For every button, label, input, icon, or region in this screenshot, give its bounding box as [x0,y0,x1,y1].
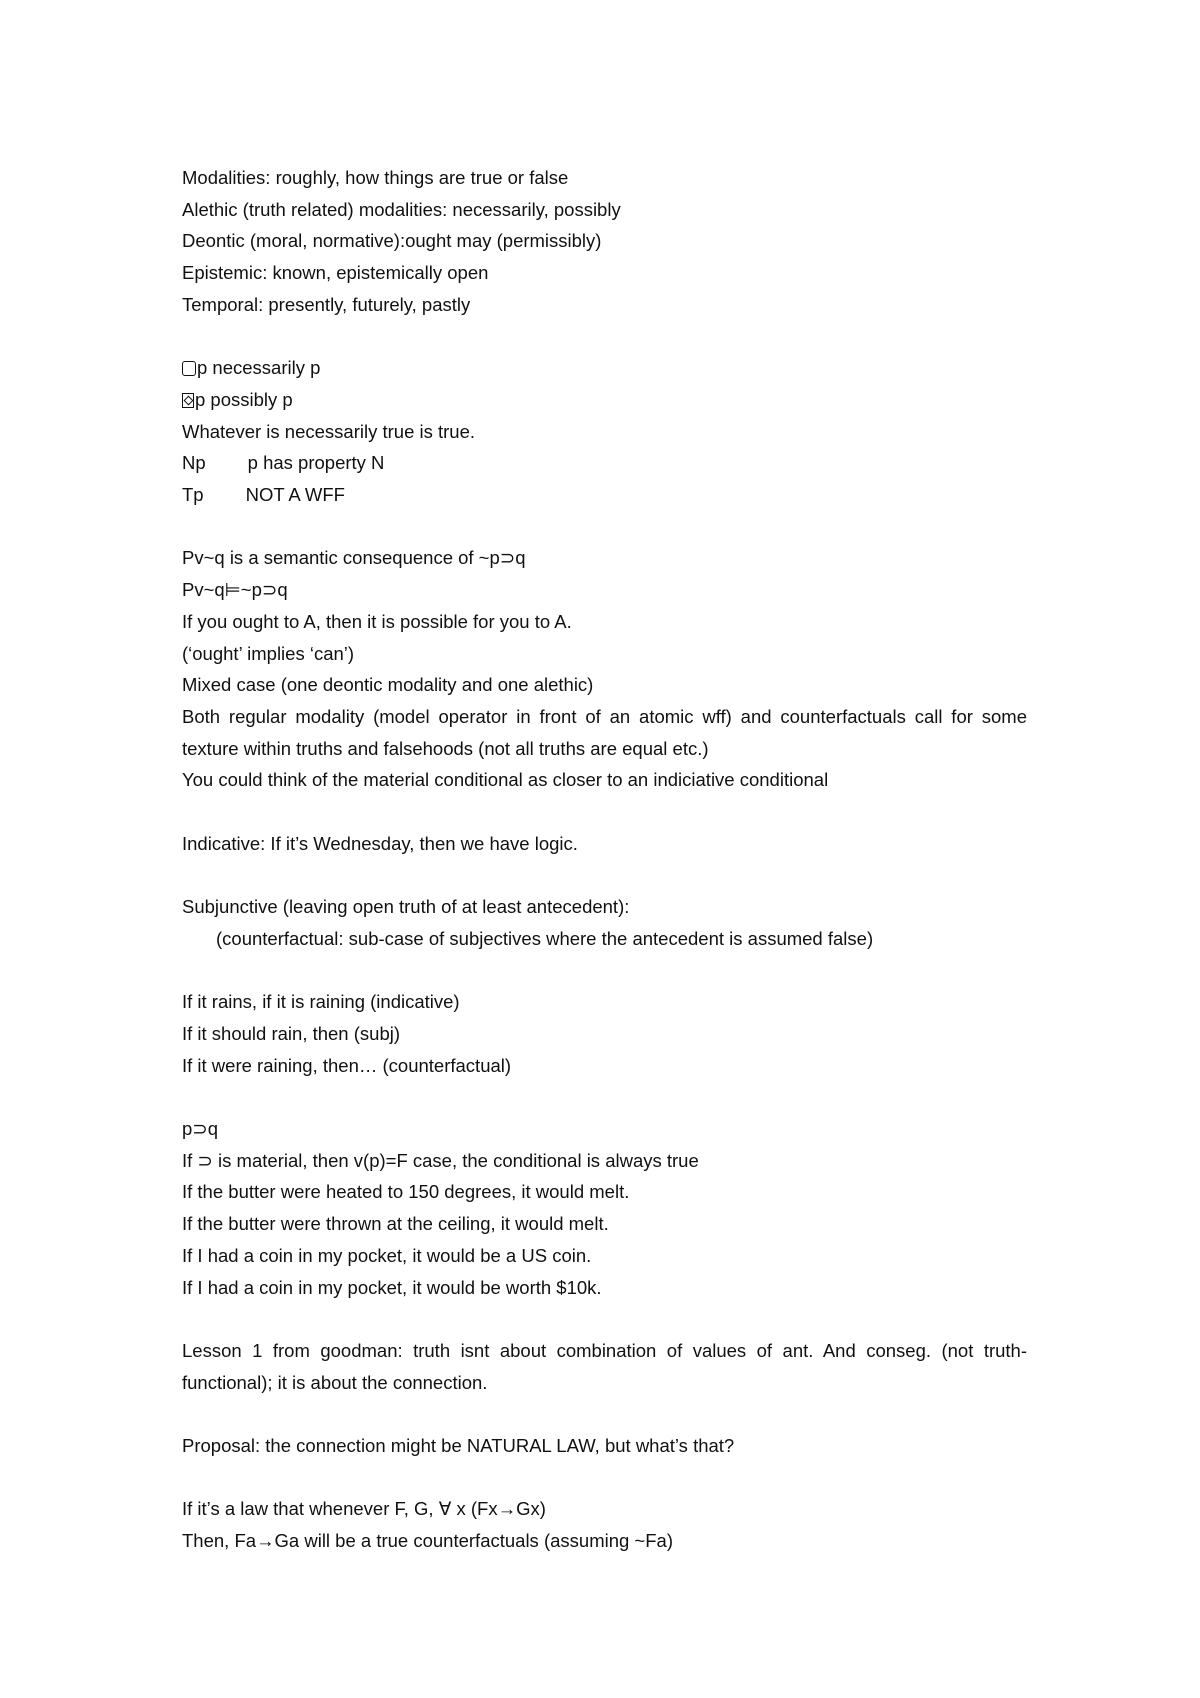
text-line: Temporal: presently, futurely, pastly [182,293,471,315]
blank-line [182,321,1027,353]
text-line: You could think of the material conditional as closer to an indiciative conditional [182,769,829,791]
text-line: If the butter were thrown at the ceiling, it would melt. [182,1213,609,1235]
formula: Tp [182,484,204,506]
blank-line [182,1462,1027,1494]
formula: Np [182,452,206,474]
text-line: Subjunctive (leaving open truth of at least antecedent): [182,896,630,918]
text-line: Indicative: If it’s Wednesday, then we have logic. [182,832,578,854]
text-line [182,352,1027,384]
text-line: If I had a coin in my pocket, it would be worth $10k. [182,1276,602,1298]
formula-gloss: NOT A WFF [245,484,345,506]
blank-line [182,955,1027,987]
text-line: If I had a coin in my pocket, it would be a US coin. [182,1244,592,1266]
text-line [182,447,1027,479]
text-line: Whatever is necessarily true is true. [182,420,476,442]
text-line: If ⊃ is material, then v(p)=F case, the conditional is always true [182,1149,699,1171]
text-line: If it rains, if it is raining (indicative) [182,991,460,1013]
text-line: If you ought to A, then it is possible for you to A. [182,610,572,632]
text-line: Pv~q is a semantic consequence of ~p⊃q [182,547,526,569]
text-line [182,384,1027,416]
text-line: Alethic (truth related) modalities: necessarily, possibly [182,198,621,220]
document-page [182,162,1027,1557]
text-line: Then, Fa→Ga will be a true counterfactuals (assuming ~Fa) [182,1530,673,1552]
text-line: Pv~q⊨~p⊃q [182,579,288,601]
text-line: (counterfactual: sub-case of subjectives where the antecedent is assumed false) [216,927,874,949]
text-line: Modalities: roughly, how things are true or false [182,167,569,188]
text-line: Deontic (moral, normative):ought may (permissibly) [182,230,602,252]
box-operator-icon [182,361,196,376]
blank-line [182,859,1027,891]
text-line: If it were raining, then… (counterfactual) [182,1054,512,1076]
text-line: (‘ought’ implies ‘can’) [182,642,355,664]
blank-line [182,796,1027,828]
text-line: If it should rain, then (subj) [182,1022,400,1044]
text-line: If it’s a law that whenever F, G, ∀ x (Fx→Gx) [182,1498,546,1520]
text-line: Mixed case (one deontic modality and one alethic) [182,674,594,696]
paragraph: Lesson 1 from goodman: truth isnt about combination of values of ant. And conseg. (not truth-functional); it is about the connection. [182,1339,1027,1393]
text-line [182,479,1027,511]
blank-line [182,1398,1027,1430]
text-line-content: p possibly p [195,388,293,410]
text-line: Proposal: the connection might be NATURAL LAW, but what’s that? [182,1435,735,1456]
text-line: Epistemic: known, epistemically open [182,262,489,284]
blank-line [182,511,1027,543]
text-line: p⊃q [182,1118,219,1139]
blank-line [182,1303,1027,1335]
blank-line [182,1081,1027,1113]
text-line-content: p necessarily p [197,357,321,379]
text-line: If the butter were heated to 150 degrees, it would melt. [182,1181,630,1203]
paragraph: Both regular modality (model operator in front of an atomic wff) and counterfactuals call for some texture within truths and falsehoods (not all truths are equal etc.) [182,705,1027,759]
diamond-operator-icon [182,393,194,408]
formula-gloss: p has property N [247,452,385,474]
